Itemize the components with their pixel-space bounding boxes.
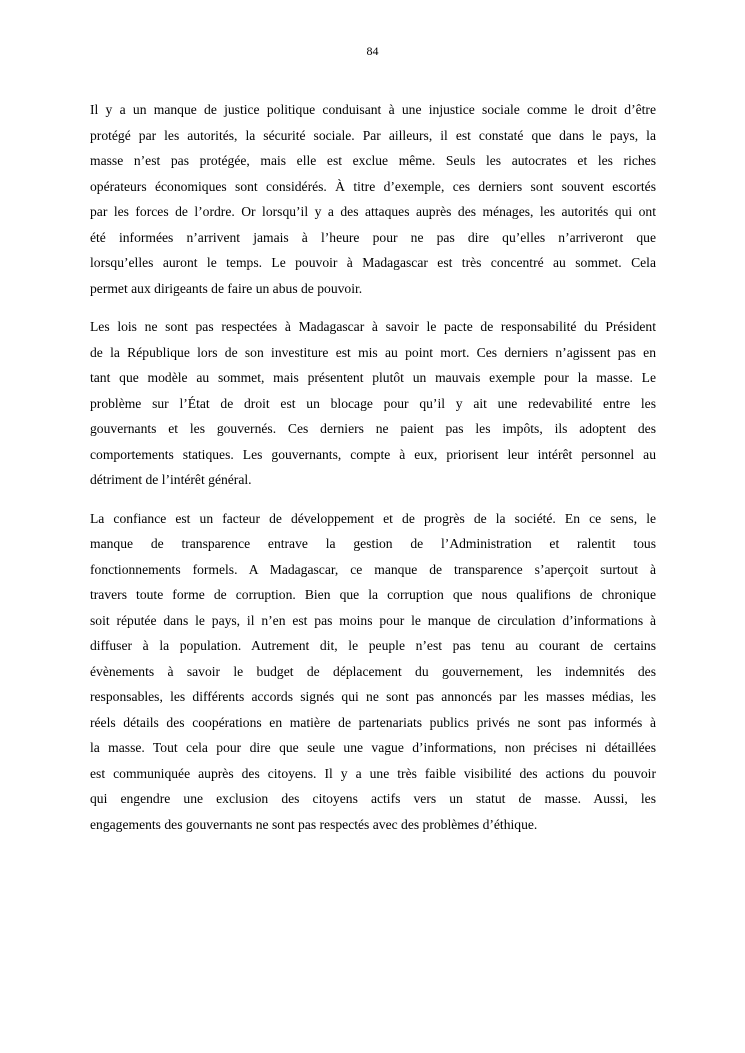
text-line: protégé par les autorités, la sécurité sociale. Par ailleurs, il est constaté que dans le pays, la [90,127,656,143]
text-line: réels détails des coopérations en matière de partenariats publics privés ne sont pas informés à [90,714,656,730]
text-line: été informées n’arrivent jamais à l’heure pour ne pas dire qu’elles n’arriveront que [90,229,656,245]
text-line: détriment de l’intérêt général. [90,472,252,487]
text-line: évènements à savoir le budget de déplacement du gouvernement, les indemnités des [90,663,656,679]
text-line: gouvernants et les gouvernés. Ces derniers ne paient pas les impôts, ils adoptent des [90,421,656,436]
text-line: Les lois ne sont pas respectées à Madagascar à savoir le pacte de responsabilité du Président [90,319,656,334]
text-line: La confiance est un facteur de développement et de progrès de la société. En ce sens, le [90,510,656,526]
text-line: masse n’est pas protégée, mais elle est exclue même. Seuls les autocrates et les riches [90,153,656,168]
paragraph-2 [90,314,656,493]
text-line: Il y a un manque de justice politique conduisant à une injustice sociale comme le droit d’être [90,102,656,117]
text-line: manque de transparence entrave la gestion de l’Administration et ralentit tous [90,536,656,551]
text-line: la masse. Tout cela pour dire que seule une vague d’informations, non précises ni détaillées [90,740,656,755]
text-line: problème sur l’État de droit est un blocage pour qu’il y ait une redevabilité entre les [90,395,656,411]
text-line: comportements statiques. Les gouvernants, compte à eux, priorisent leur intérêt personnel au [90,446,656,462]
text-line: engagements des gouvernants ne sont pas respectés avec des problèmes d’éthique. [90,816,538,832]
text-line: travers toute forme de corruption. Bien que la corruption que nous qualifions de chronique [90,587,656,602]
page-number: 84 [366,44,379,58]
text-line: opérateurs économiques sont considérés. À titre d’exemple, ces derniers sont souvent escortés [90,178,656,194]
paragraph-1 [90,97,656,301]
text-line: diffuser à la population. Autrement dit, le peuple n’est pas tenu au courant de certains [90,638,656,653]
text-line: lorsqu’elles auront le temps. Le pouvoir à Madagascar est très concentré au sommet. Cela [90,255,656,270]
text-line: par les forces de l’ordre. Or lorsqu’il y a des attaques auprès des ménages, les autorités qui ont [90,204,656,219]
text-line: tant que modèle au sommet, mais présentent plutôt un mauvais exemple pour la masse. Le [90,370,656,385]
text-line: de la République lors de son investiture est mis au point mort. Ces derniers n’agissent pas en [90,344,656,360]
body-text [90,97,656,850]
text-line: soit réputée dans le pays, il n’en est pas moins pour le manque de circulation d’informations à [90,612,656,628]
text-line: permet aux dirigeants de faire un abus de pouvoir. [90,280,363,296]
text-line: est communiquée auprès des citoyens. Il y a une très faible visibilité des actions du pouvoir [90,765,656,781]
text-line: responsables, les différents accords signés qui ne sont pas annoncés par les masses médias, les [90,689,656,704]
paragraph-3 [90,506,656,838]
text-line: fonctionnements formels. A Madagascar, ce manque de transparence s’aperçoit surtout à [90,561,656,577]
text-line: qui engendre une exclusion des citoyens actifs vers un statut de masse. Aussi, les [90,791,656,806]
